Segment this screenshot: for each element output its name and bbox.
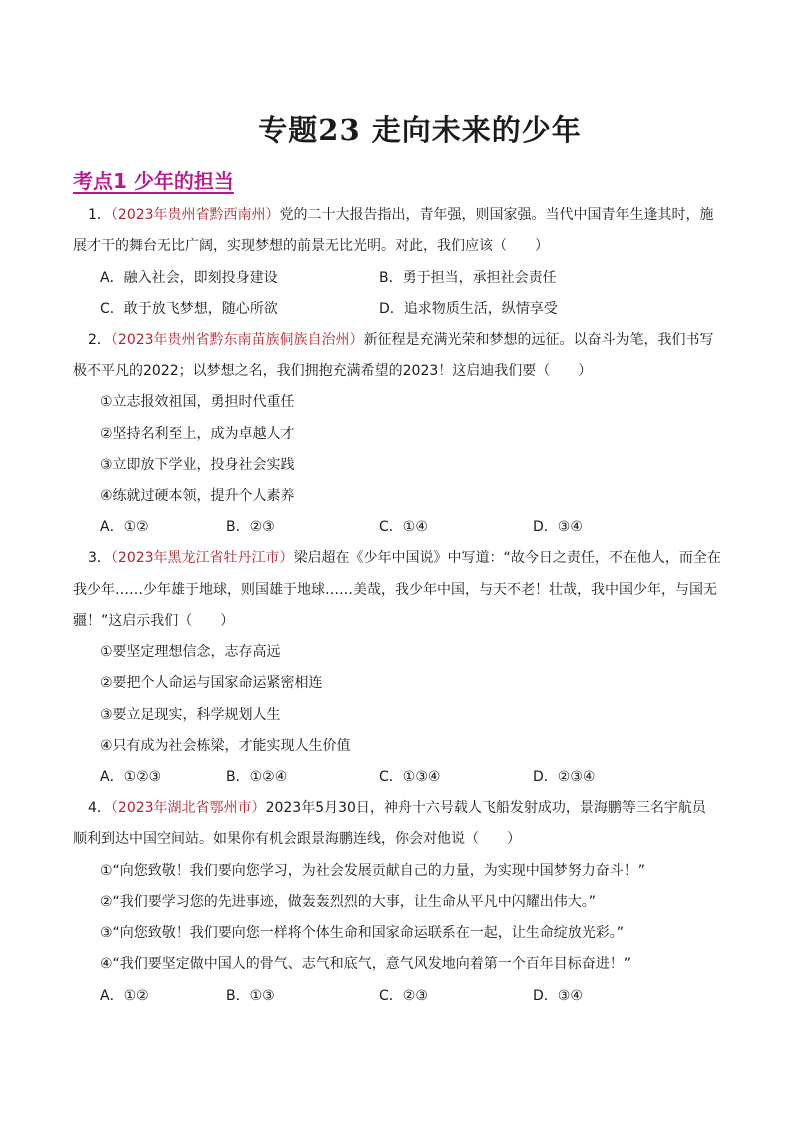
question-text: 新征程是充满光荣和梦想的远征。以奋斗为笔，我们书写 bbox=[363, 332, 714, 348]
question-3-option-a: A．①②③ bbox=[100, 769, 162, 785]
question-text: 党的二十大报告指出，青年强，则国家强。当代中国青年生逢其时，施 bbox=[279, 207, 714, 223]
page-title: 专题23 走向未来的少年 bbox=[258, 113, 582, 147]
question-source: （2023年湖北省鄂州市） bbox=[110, 800, 266, 816]
question-2-option-d: D．③④ bbox=[533, 519, 583, 535]
question-1-line-2: 展才干的舞台无比广阔，实现梦想的前景无比光明。对此，我们应该（ ） bbox=[73, 238, 549, 254]
question-4-line-1 bbox=[88, 798, 748, 818]
question-source: （2023年黑龙江省牡丹江市） bbox=[110, 550, 294, 566]
question-3-statement-2: ②要把个人命运与国家命运紧密相连 bbox=[100, 675, 323, 691]
question-3-statement-3: ③要立足现实，科学规划人生 bbox=[100, 707, 281, 723]
question-number: 4． bbox=[88, 800, 111, 816]
question-4-statement-2: ②“我们要学习您的先进事迹，做轰轰烈烈的大事，让生命从平凡中闪耀出伟大。” bbox=[100, 894, 597, 910]
question-source: （2023年贵州省黔东南苗族侗族自治州） bbox=[110, 332, 364, 348]
question-text: 2023年5月30日，神舟十六号载人飞船发射成功，景海鹏等三名宇航员 bbox=[265, 800, 706, 816]
question-4-statement-4: ④“我们要坚定做中国人的骨气、志气和底气，意气风发地向着第一个百年目标奋进！” bbox=[100, 956, 632, 972]
question-1-line-1 bbox=[88, 205, 748, 225]
question-source: （2023年贵州省黔西南州） bbox=[110, 207, 280, 223]
question-1-option-b: B．勇于担当，承担社会责任 bbox=[379, 270, 557, 286]
question-4-option-a: A．①② bbox=[100, 988, 149, 1004]
question-2-option-a: A．①② bbox=[100, 519, 149, 535]
question-2-line-1 bbox=[88, 330, 748, 350]
question-3-option-c: C．①③④ bbox=[379, 769, 441, 785]
question-3-statement-1: ①要坚定理想信念，志存高远 bbox=[100, 644, 281, 660]
question-4-line-2: 顺利到达中国空间站。如果你有机会跟景海鹏连线，你会对他说（ ） bbox=[73, 831, 521, 847]
question-3-statement-4: ④只有成为社会栋梁，才能实现人生价值 bbox=[100, 738, 351, 754]
question-2-option-c: C．①④ bbox=[379, 519, 428, 535]
question-2-statement-3: ③立即放下学业，投身社会实践 bbox=[100, 457, 295, 473]
question-3-line-3: 疆！”这启示我们（ ） bbox=[73, 613, 235, 629]
question-4-option-d: D．③④ bbox=[533, 988, 583, 1004]
question-2-line-2: 极不平凡的2022；以梦想之名，我们拥抱充满希望的2023！这启迪我们要（ ） bbox=[73, 363, 593, 379]
question-number: 1． bbox=[88, 207, 111, 223]
question-3-option-b: B．①②④ bbox=[226, 769, 288, 785]
question-1-option-a: A．融入社会，即刻投身建设 bbox=[100, 270, 278, 286]
question-4-statement-3: ③“向您致敬！我们要向您一样将个体生命和国家命运联系在一起，让生命绽放光彩。” bbox=[100, 925, 625, 941]
question-2-statement-2: ②坚持名利至上，成为卓越人才 bbox=[100, 426, 295, 442]
section-heading: 考点1 少年的担当 bbox=[73, 169, 234, 193]
question-1-option-c: C．敢于放飞梦想，随心所欲 bbox=[100, 301, 278, 317]
question-2-option-b: B．②③ bbox=[226, 519, 275, 535]
question-4-statement-1: ①“向您致敬！我们要向您学习，为社会发展贡献自己的力量，为实现中国梦努力奋斗！” bbox=[100, 863, 646, 879]
question-1-option-d: D．追求物质生活，纵情享受 bbox=[379, 301, 558, 317]
question-2-statement-4: ④练就过硬本领，提升个人素养 bbox=[100, 488, 295, 504]
question-4-option-c: C．②③ bbox=[379, 988, 428, 1004]
question-4-option-b: B．①③ bbox=[226, 988, 275, 1004]
question-3-line-2: 我少年……少年雄于地球，则国雄于地球……美哉，我少年中国，与天不老！壮哉，我中国少年，与国无 bbox=[73, 582, 717, 598]
question-number: 3． bbox=[88, 550, 111, 566]
question-3-option-d: D．②③④ bbox=[533, 769, 596, 785]
question-number: 2． bbox=[88, 332, 111, 348]
question-3-line-1 bbox=[88, 548, 748, 568]
question-text: 梁启超在《少年中国说》中写道：“故今日之责任，不在他人，而全在 bbox=[293, 550, 721, 566]
question-2-statement-1: ①立志报效祖国，勇担时代重任 bbox=[100, 394, 295, 410]
